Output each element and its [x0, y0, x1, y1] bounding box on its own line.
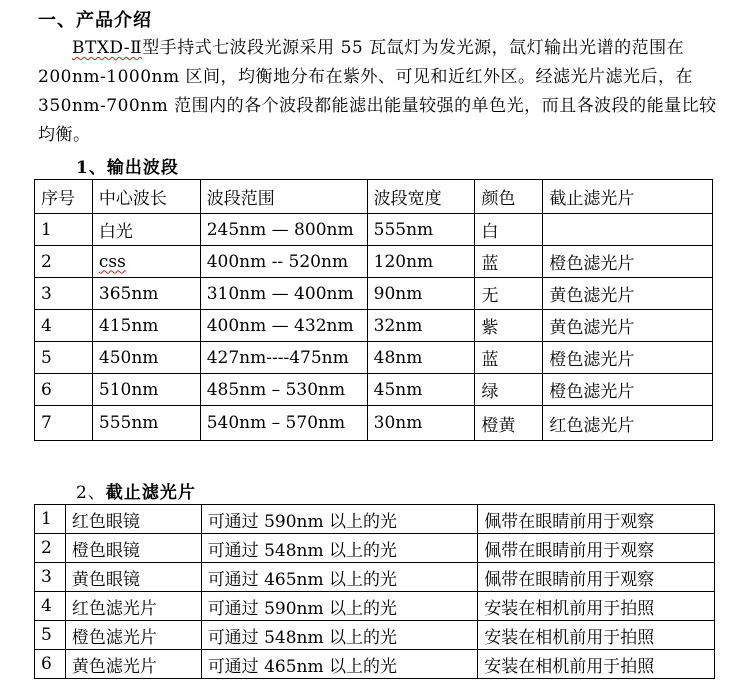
cell-usage: 安装在相机前用于拍照 [478, 621, 715, 650]
cell-filter-name: 橙色眼镜 [65, 534, 201, 563]
cell-index: 3 [35, 278, 93, 310]
cell-usage: 佩带在眼睛前用于观察 [478, 563, 715, 592]
cutoff-filters-title-text: 截止滤光片 [105, 483, 196, 503]
cell-cutoff-filter: 黄色滤光片 [543, 310, 713, 342]
cell-color: 绿 [475, 374, 543, 406]
table-header-row [35, 180, 713, 214]
cell-index: 1 [35, 214, 93, 246]
cell-pass-band: 可通过 548nm 以上的光 [201, 621, 478, 650]
cell-filter-name: 红色滤光片 [65, 592, 201, 621]
cell-band-width: 555nm [367, 214, 475, 246]
cell-center-wavelength: 365nm [92, 278, 200, 310]
cell-pass-band: 可通过 465nm 以上的光 [201, 563, 478, 592]
cell-cutoff-filter: 黄色滤光片 [543, 278, 713, 310]
table-row [35, 342, 713, 374]
cell-band-width: 120nm [367, 246, 475, 278]
cell-band-range: 427nm----475nm [200, 342, 367, 374]
cell-pass-band: 可通过 590nm 以上的光 [201, 592, 478, 621]
cell-color: 蓝 [475, 342, 543, 374]
section-title: 一、产品介绍 [38, 10, 152, 31]
table-row [35, 563, 715, 592]
cutoff-filters-title [76, 478, 196, 503]
table-row [35, 650, 715, 679]
cell-band-range: 400nm -- 520nm [200, 246, 367, 278]
header-color: 颜色 [475, 180, 543, 214]
cell-color: 无 [475, 278, 543, 310]
cell-cutoff-filter [543, 214, 713, 246]
header-index: 序号 [35, 180, 93, 214]
cell-color: 蓝 [475, 246, 543, 278]
table-row [35, 310, 713, 342]
cell-index: 1 [35, 505, 66, 534]
cell-band-range: 310nm — 400nm [200, 278, 367, 310]
cell-index: 2 [35, 246, 93, 278]
cell-color: 紫 [475, 310, 543, 342]
cell-index: 5 [35, 342, 93, 374]
cell-filter-name: 黄色滤光片 [65, 650, 201, 679]
cell-index: 6 [35, 650, 66, 679]
table-row [35, 505, 715, 534]
intro-paragraph [38, 34, 718, 150]
cell-band-range: 485nm – 530nm [200, 374, 367, 406]
cell-filter-name: 红色眼镜 [65, 505, 201, 534]
cutoff-filters-table [34, 504, 715, 679]
cell-index: 4 [35, 310, 93, 342]
table-row [35, 406, 713, 441]
table-row [35, 374, 713, 406]
cell-usage: 佩带在眼睛前用于观察 [478, 534, 715, 563]
cell-filter-name: 橙色滤光片 [65, 621, 201, 650]
cell-index: 4 [35, 592, 66, 621]
cell-band-range: 400nm — 432nm [200, 310, 367, 342]
cell-cutoff-filter: 橙色滤光片 [543, 374, 713, 406]
cell-color: 橙黄 [475, 406, 543, 441]
cell-index: 2 [35, 534, 66, 563]
intro-text: 型手持式七波段光源采用 55 瓦氙灯为发光源，氙灯输出光谱的范围在 200nm-1000nm 区间，均衡地分布在紫外、可见和近红外区。经滤光片滤光后，在 350nm-700nm 范围内的各个波段都能滤出能量较强的单色光，而且各波段的能量比较均衡。 [38, 38, 717, 145]
cell-center-wavelength: 450nm [92, 342, 200, 374]
cell-center-wavelength: 白光 [92, 214, 200, 246]
table-row [35, 534, 715, 563]
cell-usage: 佩带在眼睛前用于观察 [478, 505, 715, 534]
header-band-range: 波段范围 [200, 180, 367, 214]
table-row [35, 278, 713, 310]
output-bands-title: 1、输出波段 [76, 158, 179, 178]
table-row [35, 214, 713, 246]
cell-index: 3 [35, 563, 66, 592]
cell-cutoff-filter: 橙色滤光片 [543, 342, 713, 374]
cell-pass-band: 可通过 548nm 以上的光 [201, 534, 478, 563]
cell-band-range: 540nm – 570nm [200, 406, 367, 441]
cell-index: 7 [35, 406, 93, 441]
cell-band-width: 90nm [367, 278, 475, 310]
cell-pass-band: 可通过 590nm 以上的光 [201, 505, 478, 534]
cell-pass-band: 可通过 465nm 以上的光 [201, 650, 478, 679]
table-row [35, 592, 715, 621]
cell-cutoff-filter: 橙色滤光片 [543, 246, 713, 278]
cell-band-width: 48nm [367, 342, 475, 374]
cell-filter-name: 黄色眼镜 [65, 563, 201, 592]
cell-usage: 安装在相机前用于拍照 [478, 592, 715, 621]
header-band-width: 波段宽度 [367, 180, 475, 214]
cell-band-width: 30nm [367, 406, 475, 441]
cell-center-wavelength: 510nm [92, 374, 200, 406]
cell-cutoff-filter: 红色滤光片 [543, 406, 713, 441]
cell-index: 5 [35, 621, 66, 650]
output-bands-table [34, 179, 713, 441]
cell-band-range: 245nm — 800nm [200, 214, 367, 246]
cell-center-wavelength: 555nm [92, 406, 200, 441]
header-cutoff-filter: 截止滤光片 [543, 180, 713, 214]
cell-center-wavelength: 415nm [92, 310, 200, 342]
cell-center-wavelength: css [92, 246, 200, 278]
cell-usage: 安装在相机前用于拍照 [478, 650, 715, 679]
cutoff-filters-number: 2、 [76, 483, 106, 503]
cell-band-width: 45nm [367, 374, 475, 406]
cell-index: 6 [35, 374, 93, 406]
table-row [35, 246, 713, 278]
header-center-wavelength: 中心波长 [92, 180, 200, 214]
cell-band-width: 32nm [367, 310, 475, 342]
cell-color: 白 [475, 214, 543, 246]
table-row [35, 621, 715, 650]
model-name: BTXD-Ⅱ [72, 38, 143, 58]
